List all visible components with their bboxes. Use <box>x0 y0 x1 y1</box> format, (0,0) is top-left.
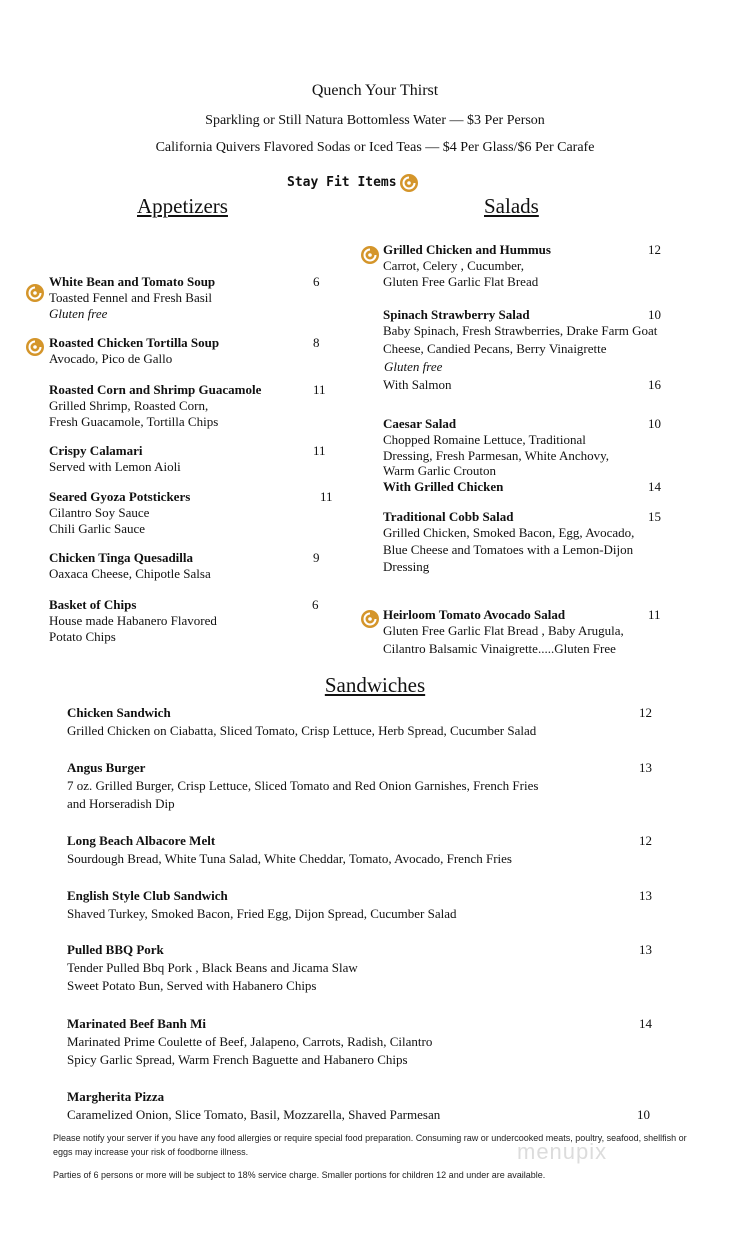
menu-item-description: Cilantro Soy Sauce <box>49 505 150 520</box>
menu-item-price: 13 <box>639 888 652 903</box>
menu-item-description: Tender Pulled Bbq Pork , Black Beans and Jicama Slaw <box>67 960 358 975</box>
menu-item-description: Sourdough Bread, White Tuna Salad, White Cheddar, Tomato, Avocado, French Fries <box>67 851 512 866</box>
stay-fit-logo-icon <box>360 245 380 265</box>
menu-item-description: Caramelized Onion, Slice Tomato, Basil, Mozzarella, Shaved Parmesan <box>67 1107 441 1122</box>
menu-item-description: Potato Chips <box>49 628 116 644</box>
menu-item-description: Blue Cheese and Tomatoes with a Lemon-Dijon <box>383 542 634 557</box>
gluten-free-note: Gluten free <box>384 359 443 374</box>
menu-item-name: Seared Gyoza Potstickers <box>49 489 191 504</box>
menu-item-description: Shaved Turkey, Smoked Bacon, Fried Egg, Dijon Spread, Cucumber Salad <box>67 906 457 921</box>
menu-item-price: 11 <box>320 489 333 504</box>
stay-fit-logo-icon <box>25 283 45 303</box>
menu-item-addon: With Salmon <box>383 377 452 392</box>
menu-item-price: 6 <box>313 274 320 289</box>
stay-fit-label: Stay Fit Items <box>287 175 397 190</box>
menu-item-description: Avocado, Pico de Gallo <box>49 351 173 366</box>
menu-item-price: 13 <box>639 942 652 957</box>
menu-item-price: 8 <box>313 335 320 350</box>
menu-item-description: Cilantro Balsamic Vinaigrette.....Gluten Free <box>383 641 616 656</box>
menu-item-name: Roasted Chicken Tortilla Soup <box>49 335 220 350</box>
menu-item-description: Carrot, Celery , Cucumber, <box>383 258 524 273</box>
sandwiches-heading: Sandwiches <box>324 673 426 697</box>
menu-item-name: Pulled BBQ Pork <box>67 942 164 957</box>
menu-item-price: 10 <box>648 307 661 322</box>
menu-item-name: Basket of Chips <box>49 597 137 612</box>
menu-item-price: 13 <box>639 760 652 775</box>
menu-item-name: Roasted Corn and Shrimp Guacamole <box>49 382 262 397</box>
menu-item-description: Dressing <box>383 559 430 574</box>
stay-fit-logo-icon <box>399 173 419 193</box>
menu-item-description: Baby Spinach, Fresh Strawberries, Drake Farm Goat <box>383 323 658 338</box>
menu-item-price: 12 <box>648 242 661 257</box>
menu-item-price: 9 <box>313 550 320 565</box>
menu-item-name: Angus Burger <box>67 760 146 775</box>
gluten-free-note: Gluten free <box>49 305 108 321</box>
watermark: menupix <box>517 1139 608 1164</box>
menu-item-name: Crispy Calamari <box>49 443 143 458</box>
menu-item-description: Gluten Free Garlic Flat Bread , Baby Arugula, <box>383 623 624 638</box>
menu-item-name: Chicken Tinga Quesadilla <box>49 550 194 565</box>
menu-item-description: Oaxaca Cheese, Chipotle Salsa <box>49 566 211 581</box>
menu-item-description: Toasted Fennel and Fresh Basil <box>49 290 213 305</box>
page-title: Quench Your Thirst <box>311 82 439 99</box>
menu-item-price: 14 <box>639 1016 652 1031</box>
menu-item-addon-price: 16 <box>648 377 661 392</box>
menu-item-name: White Bean and Tomato Soup <box>49 274 216 289</box>
menu-item-price: 11 <box>313 382 326 397</box>
menu-item-description: Warm Garlic Crouton <box>383 463 497 478</box>
menu-item-addon: With Grilled Chicken <box>383 478 504 494</box>
menu-item-description: Grilled Shrimp, Roasted Corn, <box>49 398 209 413</box>
menu-item-description: Grilled Chicken on Ciabatta, Sliced Tomato, Crisp Lettuce, Herb Spread, Cucumber Salad <box>67 723 537 738</box>
menu-item-description: Served with Lemon Aioli <box>49 459 181 474</box>
menu-item-price: 11 <box>313 443 326 458</box>
menu-item-name: Long Beach Albacore Melt <box>67 833 216 848</box>
appetizers-heading: Appetizers <box>137 194 228 218</box>
menu-item-description: Gluten Free Garlic Flat Bread <box>383 273 539 289</box>
menu-item-description: Sweet Potato Bun, Served with Habanero Chips <box>67 978 317 993</box>
menu-item-price: 10 <box>648 416 661 431</box>
menu-item-description: Spicy Garlic Spread, Warm French Baguette and Habanero Chips <box>67 1052 408 1067</box>
stay-fit-logo-icon <box>360 609 380 629</box>
menu-item-addon-price: 14 <box>648 478 661 494</box>
menu-item-name: Margherita Pizza <box>67 1089 165 1104</box>
menu-item-description: House made Habanero Flavored <box>49 613 217 628</box>
menu-item-description: Chili Garlic Sauce <box>49 520 146 536</box>
menu-item-description: and Horseradish Dip <box>67 796 175 811</box>
menu-item-name: Grilled Chicken and Hummus <box>383 242 551 257</box>
menu-item-description: Marinated Prime Coulette of Beef, Jalapeno, Carrots, Radish, Cilantro <box>67 1034 433 1049</box>
menu-item-description: Fresh Guacamole, Tortilla Chips <box>49 413 219 429</box>
menu-item-description: Cheese, Candied Pecans, Berry Vinaigrette <box>383 341 607 356</box>
menu-item-name: English Style Club Sandwich <box>67 888 228 903</box>
menu-item-description: 7 oz. Grilled Burger, Crisp Lettuce, Sliced Tomato and Red Onion Garnishes, French Fries <box>67 778 539 793</box>
sodas-line: California Quivers Flavored Sodas or Iced Teas — $4 Per Glass/$6 Per Carafe <box>155 140 595 155</box>
menu-item-description: Dressing, Fresh Parmesan, White Anchovy, <box>383 447 610 463</box>
allergy-notice-2: eggs may increase your risk of foodborne illness. <box>53 1147 249 1157</box>
menu-item-name: Chicken Sandwich <box>67 705 171 720</box>
menu-item-name: Marinated Beef Banh Mi <box>67 1016 207 1031</box>
menu-item-price: 10 <box>637 1107 650 1122</box>
menu-item-description: Grilled Chicken, Smoked Bacon, Egg, Avocado, <box>383 525 635 540</box>
menu-item-name: Traditional Cobb Salad <box>383 509 514 524</box>
allergy-notice-1: Please notify your server if you have any food allergies or require special food preparation. Consuming raw or undercooked meats, poultry, seafood, shellfish or <box>53 1133 687 1143</box>
stay-fit-logo-icon <box>25 337 45 357</box>
menu-item-name: Heirloom Tomato Avocado Salad <box>383 607 566 622</box>
salads-heading: Salads <box>484 194 539 218</box>
menu-item-price: 15 <box>648 509 661 524</box>
menu-item-price: 12 <box>639 705 652 720</box>
service-charge-notice: Parties of 6 persons or more will be subject to 18% service charge. Smaller portions for children 12 and under are available. <box>53 1170 546 1180</box>
water-line: Sparkling or Still Natura Bottomless Water — $3 Per Person <box>205 113 545 128</box>
menu-item-name: Caesar Salad <box>383 416 457 431</box>
menu-item-price: 11 <box>648 607 661 622</box>
menu-item-description: Chopped Romaine Lettuce, Traditional <box>383 432 586 447</box>
menu-item-name: Spinach Strawberry Salad <box>383 307 530 322</box>
menu-item-price: 12 <box>639 833 652 848</box>
menu-item-price: 6 <box>312 597 319 612</box>
